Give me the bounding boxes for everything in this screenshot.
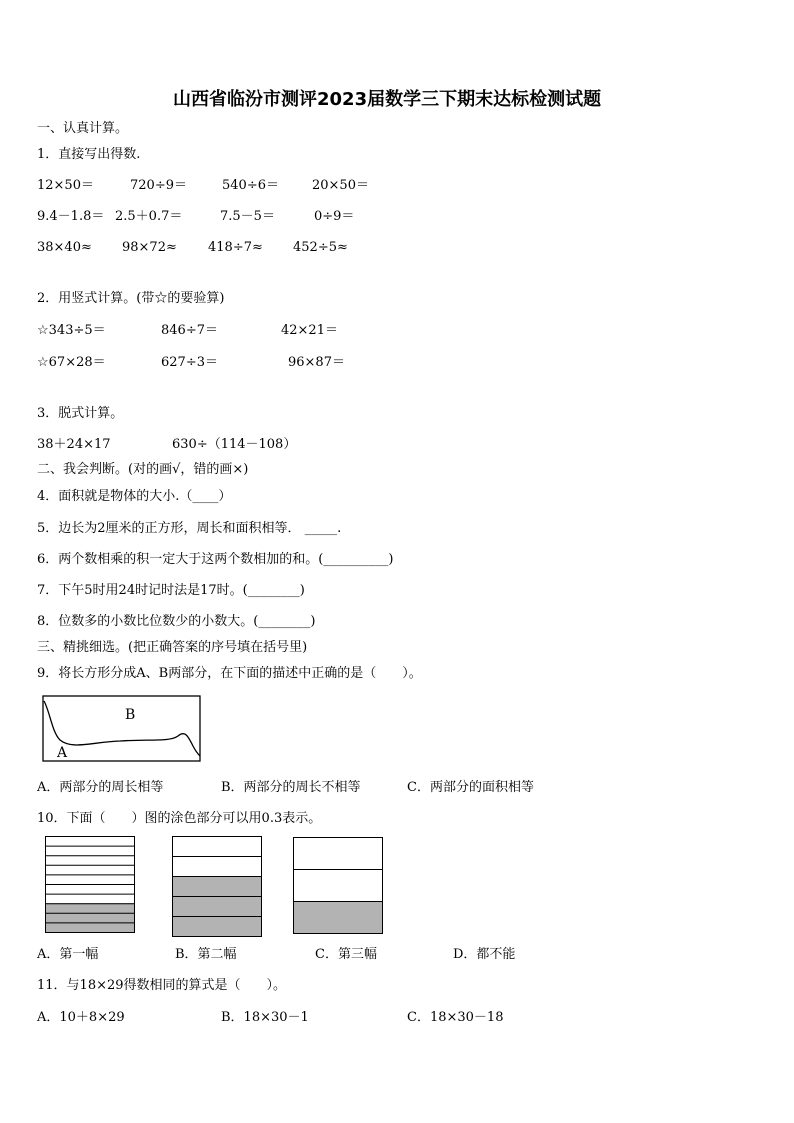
q2-item: 96×87＝ [288,355,345,370]
q9-option: A．两部分的周长相等 [37,780,164,795]
q1-item: 20×50＝ [312,178,369,193]
q3-item: 630÷（114－108） [172,437,297,452]
page-title: 山西省临汾市测评2023届数学三下期末达标检测试题 [173,89,602,110]
q1-item: 9.4－1.8＝ [37,209,105,224]
judge-item: 4．面积就是物体的大小.（____） [37,489,232,504]
q11-option: A．10＋8×29 [37,1010,125,1025]
q3-prompt: 3．脱式计算。 [37,406,124,421]
q10-option: C．第三幅 [315,947,377,962]
q11-option: C．18×30－18 [407,1010,504,1025]
q1-item: 98×72≈ [122,240,177,255]
q1-item: 2.5＋0.7＝ [115,209,183,224]
section-2-heading: 二、我会判断。(对的画√，错的画×) [37,462,249,477]
q2-item: 42×21＝ [281,323,338,338]
q9-option: C．两部分的面积相等 [407,780,534,795]
q10-figure-2 [172,836,263,938]
q1-item: 452÷5≈ [293,240,348,255]
q10-option: B．第二幅 [175,947,237,962]
q10-option: D．都不能 [453,947,516,962]
q9-rectangle-figure [40,692,204,764]
q2-item: 627÷3＝ [161,355,218,370]
judge-item: 5．边长为2厘米的正方形，周长和面积相等． _____. [37,521,342,536]
q1-item: 12×50＝ [37,178,94,193]
judge-item: 7．下午5时用24时记时法是17时。(________) [37,583,305,598]
section-1-heading: 一、认真计算。 [37,121,129,136]
q2-prompt: 2．用竖式计算。(带☆的要验算) [37,291,225,306]
dividing-curve [44,701,200,756]
judge-item: 8．位数多的小数比位数少的小数大。(________) [37,614,316,629]
q9-option: B．两部分的周长不相等 [221,780,361,795]
q10-prompt: 10．下面（ ）图的涂色部分可以用0.3表示。 [37,811,322,826]
q1-item: 720÷9＝ [130,178,187,193]
q9-prompt: 9．将长方形分成A、B两部分，在下面的描述中正确的是（ ）。 [37,666,422,681]
q10-option: A．第一幅 [37,947,99,962]
q1-item: 38×40≈ [37,240,92,255]
q1-item: 7.5－5＝ [220,209,275,224]
section-3-heading: 三、精挑细选。(把正确答案的序号填在括号里) [37,640,308,655]
q1-item: 418÷7≈ [208,240,263,255]
q2-item: 846÷7＝ [161,323,218,338]
region-label-b: B [125,707,136,723]
q11-option: B．18×30－1 [221,1010,309,1025]
judge-item: 6．两个数相乘的积一定大于这两个数相加的和。(__________) [37,552,394,567]
q10-figure-1 [45,836,136,934]
q11-prompt: 11．与18×29得数相同的算式是（ ）。 [37,978,287,993]
q2-item: ☆343÷5＝ [37,323,106,338]
q10-figure-3 [293,837,385,935]
q1-prompt: 1．直接写出得数. [37,147,141,162]
q3-item: 38＋24×17 [37,437,111,452]
q2-item: ☆67×28＝ [37,355,106,370]
q1-item: 540÷6＝ [222,178,279,193]
region-label-a: A [57,745,68,761]
q1-item: 0÷9＝ [314,209,355,224]
